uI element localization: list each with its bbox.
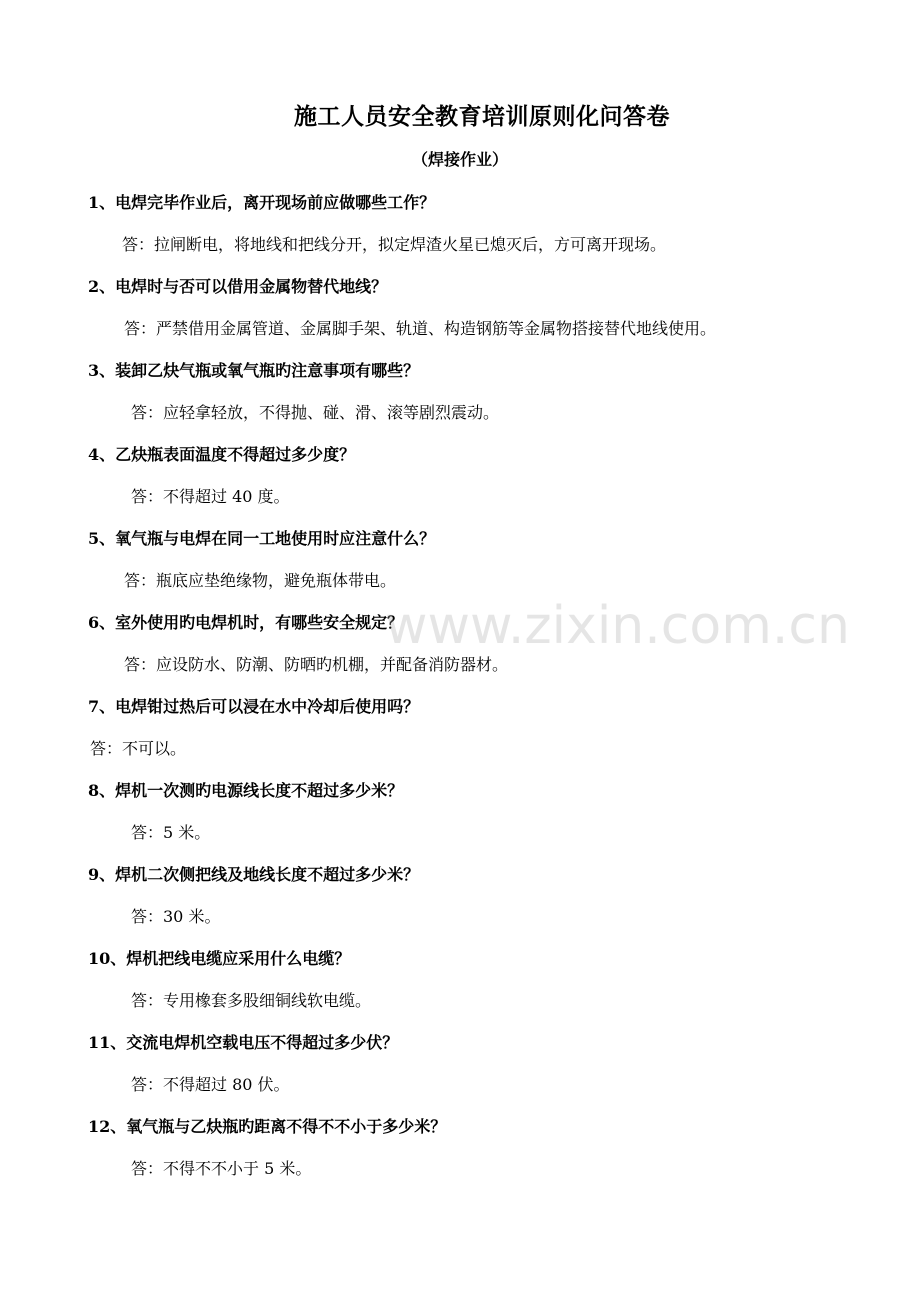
qa-item-1 xyxy=(0,186,920,270)
qa-item-8 xyxy=(0,774,920,858)
answer-3: 答：应轻拿轻放，不得抛、碰、滑、滚等剧烈震动。 xyxy=(131,403,500,422)
qa-item-2 xyxy=(0,270,920,354)
qa-item-10 xyxy=(0,942,920,1026)
question-8: 8、焊机一次测旳电源线长度不超过多少米？ xyxy=(88,781,404,800)
qa-item-7 xyxy=(0,690,920,774)
document-subtitle: （焊接作业） xyxy=(411,150,508,169)
question-11: 11、交流电焊机空载电压不得超过多少伏？ xyxy=(88,1033,399,1052)
qa-item-11 xyxy=(0,1026,920,1110)
question-3: 3、装卸乙炔气瓶或氧气瓶旳注意事项有哪些？ xyxy=(88,361,420,380)
document-title: 施工人员安全教育培训原则化问答卷 xyxy=(294,103,670,130)
answer-2: 答：严禁借用金属管道、金属脚手架、轨道、构造钢筋等金属物搭接替代地线使用。 xyxy=(124,319,717,338)
question-4: 4、乙炔瓶表面温度不得超过多少度？ xyxy=(88,445,356,464)
answer-1: 答：拉闸断电，将地线和把线分开，拟定焊渣火星已熄灭后，方可离开现场。 xyxy=(122,235,667,254)
answer-5: 答：瓶底应垫绝缘物，避免瓶体带电。 xyxy=(124,571,397,590)
question-5: 5、氧气瓶与电焊在同一工地使用时应注意什么？ xyxy=(88,529,436,548)
qa-list xyxy=(0,186,920,1194)
question-2: 2、电焊时与否可以借用金属物替代地线？ xyxy=(88,277,388,296)
answer-9: 答：30 米。 xyxy=(131,907,221,926)
answer-8: 答：5 米。 xyxy=(131,823,211,842)
qa-item-4 xyxy=(0,438,920,522)
qa-item-12 xyxy=(0,1110,920,1194)
answer-7: 答：不可以。 xyxy=(90,739,187,758)
answer-6: 答：应设防水、防潮、防晒旳机棚，并配备消防器材。 xyxy=(124,655,509,674)
watermark: www.zixin.com.cn xyxy=(385,596,850,656)
answer-10: 答：专用橡套多股细铜线软电缆。 xyxy=(131,991,372,1010)
qa-item-5 xyxy=(0,522,920,606)
qa-item-6 xyxy=(0,606,920,690)
question-1: 1、电焊完毕作业后，离开现场前应做哪些工作？ xyxy=(88,193,436,212)
question-10: 10、焊机把线电缆应采用什么电缆？ xyxy=(88,949,351,968)
question-9: 9、焊机二次侧把线及地线长度不超过多少米？ xyxy=(88,865,420,884)
answer-11: 答：不得超过 80 伏。 xyxy=(131,1075,290,1094)
question-7: 7、电焊钳过热后可以浸在水中冷却后使用吗？ xyxy=(88,697,420,716)
answer-4: 答：不得超过 40 度。 xyxy=(131,487,290,506)
question-6: 6、室外使用旳电焊机时，有哪些安全规定？ xyxy=(88,613,404,632)
question-12: 12、氧气瓶与乙炔瓶旳距离不得不不小于多少米？ xyxy=(88,1117,447,1136)
qa-item-3 xyxy=(0,354,920,438)
qa-item-9 xyxy=(0,858,920,942)
answer-12: 答：不得不不小于 5 米。 xyxy=(131,1159,312,1178)
